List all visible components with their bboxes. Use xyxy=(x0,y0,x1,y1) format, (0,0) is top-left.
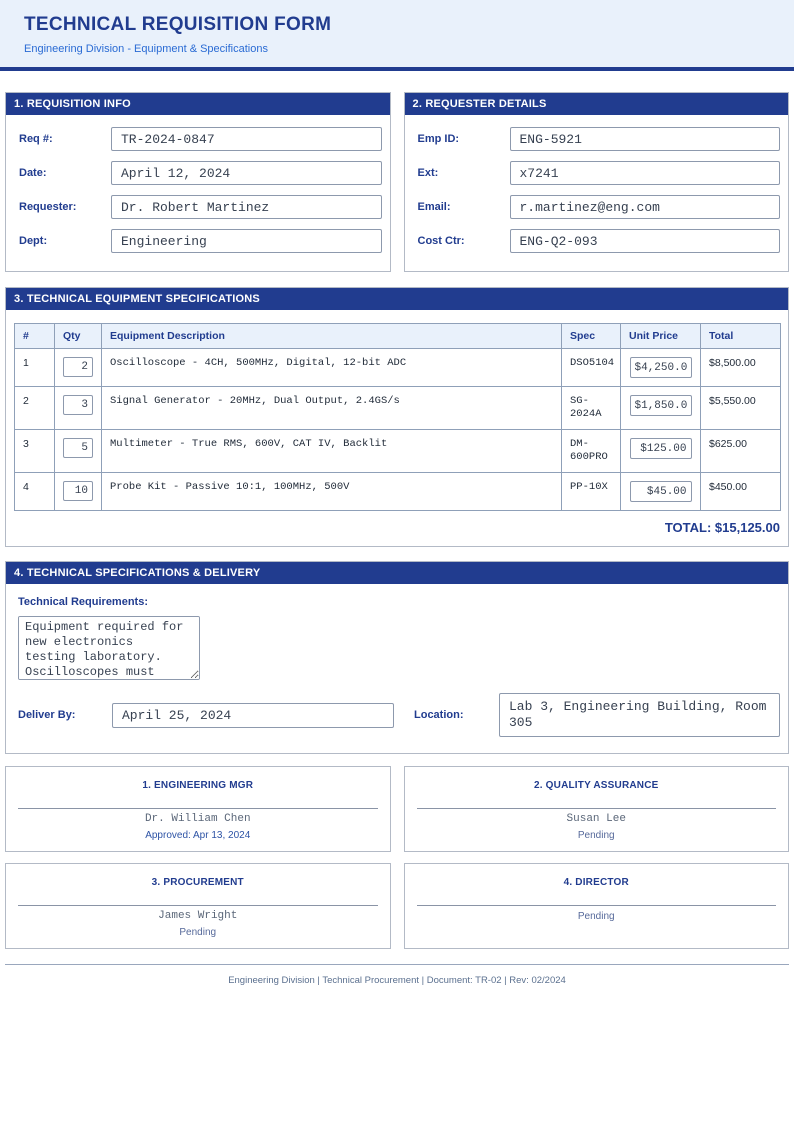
unit-price-input-2[interactable] xyxy=(630,395,692,416)
col-header-total: Total xyxy=(701,324,781,349)
location-label: Location: xyxy=(414,709,464,721)
page-title: TECHNICAL REQUISITION FORM xyxy=(24,14,332,35)
description-cell: Multimeter - True RMS, 600V, CAT IV, Backlit xyxy=(102,430,562,473)
total-cell: $625.00 xyxy=(701,430,781,473)
field-row xyxy=(14,127,382,151)
signature-status: Pending xyxy=(179,927,217,938)
field-row xyxy=(14,195,382,219)
col-header-unit-price: Unit Price xyxy=(621,324,701,349)
signature-title: 2. QUALITY ASSURANCE xyxy=(533,780,659,791)
unit-price-input-4[interactable] xyxy=(630,481,692,502)
requester-label: Requester: xyxy=(19,201,77,213)
page-subtitle: Engineering Division - Equipment & Specifications xyxy=(24,43,268,55)
deliver-by-label: Deliver By: xyxy=(18,709,76,721)
grand-total xyxy=(14,520,780,535)
equipment-table-header-row xyxy=(15,324,781,349)
req-number-input[interactable] xyxy=(111,127,382,151)
table-row xyxy=(15,349,781,387)
requester-details-fields xyxy=(405,115,789,271)
field-row xyxy=(14,229,382,253)
table-row xyxy=(15,473,781,511)
section-requester-details-title: 2. REQUESTER DETAILS xyxy=(405,93,789,115)
form-banner xyxy=(0,0,794,71)
dept-input[interactable] xyxy=(111,229,382,253)
requisition-info-fields xyxy=(6,115,390,271)
spec-cell: PP-10X xyxy=(562,473,621,511)
total-cell: $8,500.00 xyxy=(701,349,781,387)
signature-status: Pending xyxy=(577,830,615,841)
spec-cell: DSO5104 xyxy=(562,349,621,387)
field-row xyxy=(14,161,382,185)
qty-cell xyxy=(55,349,102,387)
specs-delivery-content xyxy=(6,584,788,753)
dept-label: Dept: xyxy=(19,235,48,247)
field-row xyxy=(413,161,781,185)
signature-block-engineering-mgr xyxy=(5,766,391,852)
qty-input-4[interactable] xyxy=(63,481,93,501)
col-header-spec: Spec xyxy=(562,324,621,349)
section-requisition-info-title: 1. REQUISITION INFO xyxy=(6,93,390,115)
ext-label: Ext: xyxy=(417,167,439,179)
grand-total-value: $15,125.00 xyxy=(714,520,780,535)
qty-cell xyxy=(55,430,102,473)
spec-cell: DM-600PRO xyxy=(562,430,621,473)
technical-requirements-label: Technical Requirements: xyxy=(18,596,148,608)
unit-price-cell xyxy=(621,473,701,511)
email-label: Email: xyxy=(417,201,451,213)
unit-price-cell xyxy=(621,387,701,430)
section-equipment-specs xyxy=(5,287,789,547)
technical-requirements-textarea[interactable] xyxy=(18,616,200,680)
equipment-table xyxy=(14,323,781,511)
requester-input[interactable] xyxy=(111,195,382,219)
form-body xyxy=(5,92,789,949)
delivery-row xyxy=(14,693,780,737)
signature-grid xyxy=(5,766,789,949)
col-header-description: Equipment Description xyxy=(102,324,562,349)
qty-cell xyxy=(55,473,102,511)
signature-line xyxy=(18,808,378,809)
signature-title: 1. ENGINEERING MGR xyxy=(142,780,254,791)
description-cell: Signal Generator - 20MHz, Dual Output, 2.4GS/s xyxy=(102,387,562,430)
top-sections-row xyxy=(5,92,789,272)
field-row xyxy=(413,229,781,253)
cost-ctr-input[interactable] xyxy=(510,229,781,253)
date-input[interactable] xyxy=(111,161,382,185)
row-num: 2 xyxy=(15,387,55,430)
emp-id-input[interactable] xyxy=(510,127,781,151)
qty-input-1[interactable] xyxy=(63,357,93,377)
signature-name: Susan Lee xyxy=(566,813,626,825)
description-cell: Oscilloscope - 4CH, 500MHz, Digital, 12-bit ADC xyxy=(102,349,562,387)
signature-block-director xyxy=(404,863,790,949)
col-header-qty: Qty xyxy=(55,324,102,349)
ext-input[interactable] xyxy=(510,161,781,185)
signature-status: Approved: Apr 13, 2024 xyxy=(145,830,251,841)
cost-ctr-label: Cost Ctr: xyxy=(417,235,465,247)
date-label: Date: xyxy=(19,167,47,179)
signature-block-quality-assurance xyxy=(404,766,790,852)
total-cell: $5,550.00 xyxy=(701,387,781,430)
signature-line xyxy=(417,905,777,906)
signature-title: 4. DIRECTOR xyxy=(563,877,629,888)
signature-line xyxy=(18,905,378,906)
req-number-label: Req #: xyxy=(19,133,53,145)
row-num: 4 xyxy=(15,473,55,511)
qty-input-2[interactable] xyxy=(63,395,93,415)
email-input[interactable] xyxy=(510,195,781,219)
section-requester-details xyxy=(404,92,790,272)
total-cell: $450.00 xyxy=(701,473,781,511)
spec-cell: SG-2024A xyxy=(562,387,621,430)
section-specs-delivery xyxy=(5,561,789,754)
signature-title: 3. PROCUREMENT xyxy=(151,877,244,888)
description-cell: Probe Kit - Passive 10:1, 100MHz, 500V xyxy=(102,473,562,511)
location-textarea[interactable] xyxy=(499,693,780,737)
signature-block-procurement xyxy=(5,863,391,949)
signature-name: Dr. William Chen xyxy=(144,813,251,825)
section-specs-delivery-title: 4. TECHNICAL SPECIFICATIONS & DELIVERY xyxy=(6,562,788,584)
unit-price-input-3[interactable] xyxy=(630,438,692,459)
emp-id-label: Emp ID: xyxy=(417,133,460,145)
qty-input-3[interactable] xyxy=(63,438,93,458)
grand-total-label: TOTAL: xyxy=(664,520,712,535)
row-num: 3 xyxy=(15,430,55,473)
section-requisition-info xyxy=(5,92,391,272)
row-num: 1 xyxy=(15,349,55,387)
deliver-by-input[interactable] xyxy=(112,703,394,728)
unit-price-cell xyxy=(621,349,701,387)
signature-status: Pending xyxy=(577,911,615,922)
table-row xyxy=(15,430,781,473)
unit-price-input-1[interactable] xyxy=(630,357,692,378)
col-header-num: # xyxy=(15,324,55,349)
field-row xyxy=(413,127,781,151)
signature-name: James Wright xyxy=(158,910,238,922)
signature-line xyxy=(417,808,777,809)
section-equipment-specs-title: 3. TECHNICAL EQUIPMENT SPECIFICATIONS xyxy=(6,288,788,310)
qty-cell xyxy=(55,387,102,430)
page-footer: Engineering Division | Technical Procurement | Document: TR-02 | Rev: 02/2024 xyxy=(5,964,789,986)
unit-price-cell xyxy=(621,430,701,473)
table-row xyxy=(15,387,781,430)
field-row xyxy=(413,195,781,219)
